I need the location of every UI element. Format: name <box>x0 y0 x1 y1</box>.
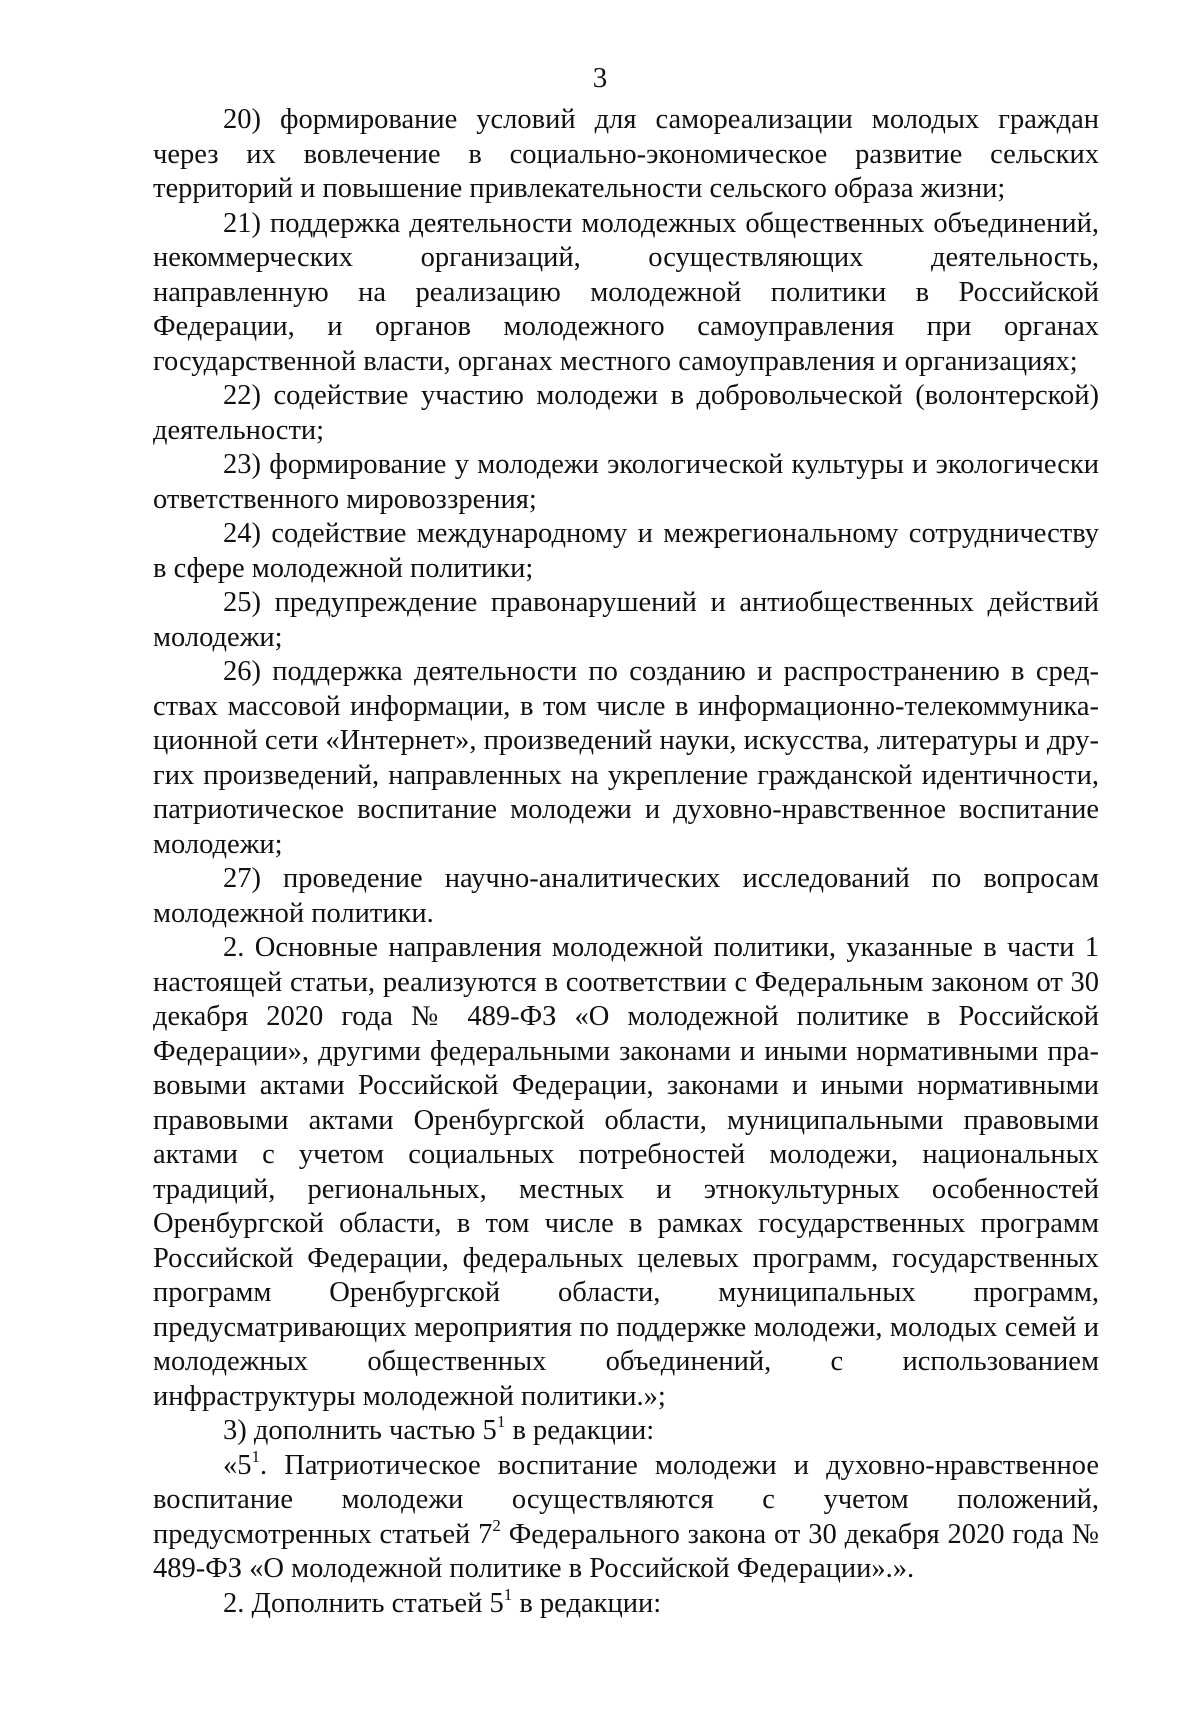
add-article-text: 2. Дополнить статьей 5 <box>223 1587 504 1619</box>
paragraph-amendment-3 <box>153 1414 1099 1449</box>
quote-text-1: . Патриотическое воспитание молодежи и духовно-нравственное воспитание молодежи осуществляются с учетом положений, предусмотренных статьей 7 <box>153 1449 1099 1550</box>
paragraph-part-2: 2. Основные направления молодежной политики, указанные в части 1 настоящей статьи, реализуются в соответствии с Федеральным законом от 30 декабря 2020 года № 489-ФЗ «О молодежной политике в Российской Федерации», другими федеральными законами и иными нормативными правовыми актами Российской Федерации, законами и иными нормативными правовыми актами Оренбургской области, муниципальными правовыми актами с учетом социальных потребностей молодежи, национальных традиций, региональных, местных и этнокультурных особенностей Оренбургской области, в том числе в рамках государственных программ Российской Федерации, федеральных целевых программ, государственных программ Оренбургской области, муниципальных программ, предусматривающих мероприятия по поддержке молодежи, молодых семей и молодежных общественных объединений, с использованием инфраструктуры молодежной политики.»; <box>153 932 1099 1412</box>
paragraph-item-27: 27) проведение научно-аналитических исследований по вопросам молодежной политики. <box>153 863 1099 929</box>
paragraph-item-24: 24) содействие международному и межрегиональному сотрудничеству в сфере молодежной политики; <box>153 518 1099 584</box>
add-article-superscript: 1 <box>503 1584 513 1604</box>
paragraph-item-21: 21) поддержка деятельности молодежных общественных объединений, некоммерческих организаций, осуществляющих деятельность, направленную на реализацию молодежной политики в Российской Федерации, и органов молодежного самоуправления при органах государственной власти, органах местного самоуправления и организациях; <box>153 207 1099 377</box>
amendment-3-text: 3) дополнить частью 5 <box>223 1415 497 1446</box>
quote-superscript-2: 2 <box>492 1515 501 1535</box>
paragraph-item-22: 22) содействие участию молодежи в добровольческой (волонтерской) деятельности; <box>153 380 1099 446</box>
amendment-3-tail: в редакции: <box>505 1415 655 1446</box>
paragraph-add-article <box>153 1584 1099 1622</box>
quote-superscript-1: 1 <box>251 1446 260 1466</box>
paragraph-quoted-part <box>153 1446 1099 1587</box>
quote-text-2: Федерального закона от 30 декабря 2020 года № 489-ФЗ «О молодежной политике в Российской Федерации».». <box>153 1518 1099 1584</box>
paragraph-item-23: 23) формирование у молодежи экологической культуры и экологически ответственного мировоззрения; <box>153 449 1099 515</box>
page-number: 3 <box>592 62 608 94</box>
quote-open: «5 <box>223 1449 252 1481</box>
paragraph-item-20: 20) формирование условий для самореализации молодых граждан через их вовлечение в социально-экономическое развитие сельских территорий и повышение привлекательности сельского образа жизни; <box>153 104 1099 204</box>
add-article-tail: в редакции: <box>512 1587 662 1619</box>
paragraph-item-26: 26) поддержка деятельности по созданию и распространению в средствах массовой информации, в том числе в информационно-телекоммуникационной сети «Интернет», произведений науки, искусства, литературы и других произведений, направленных на укрепление гражданской идентичности, патриотическое воспитание молодежи и духовно-нравственное воспитание молодежи; <box>153 656 1099 860</box>
amendment-3-superscript: 1 <box>496 1412 506 1431</box>
document-body <box>153 103 1099 1621</box>
paragraph-item-25: 25) предупреждение правонарушений и антиобщественных действий молодежи; <box>153 587 1099 653</box>
